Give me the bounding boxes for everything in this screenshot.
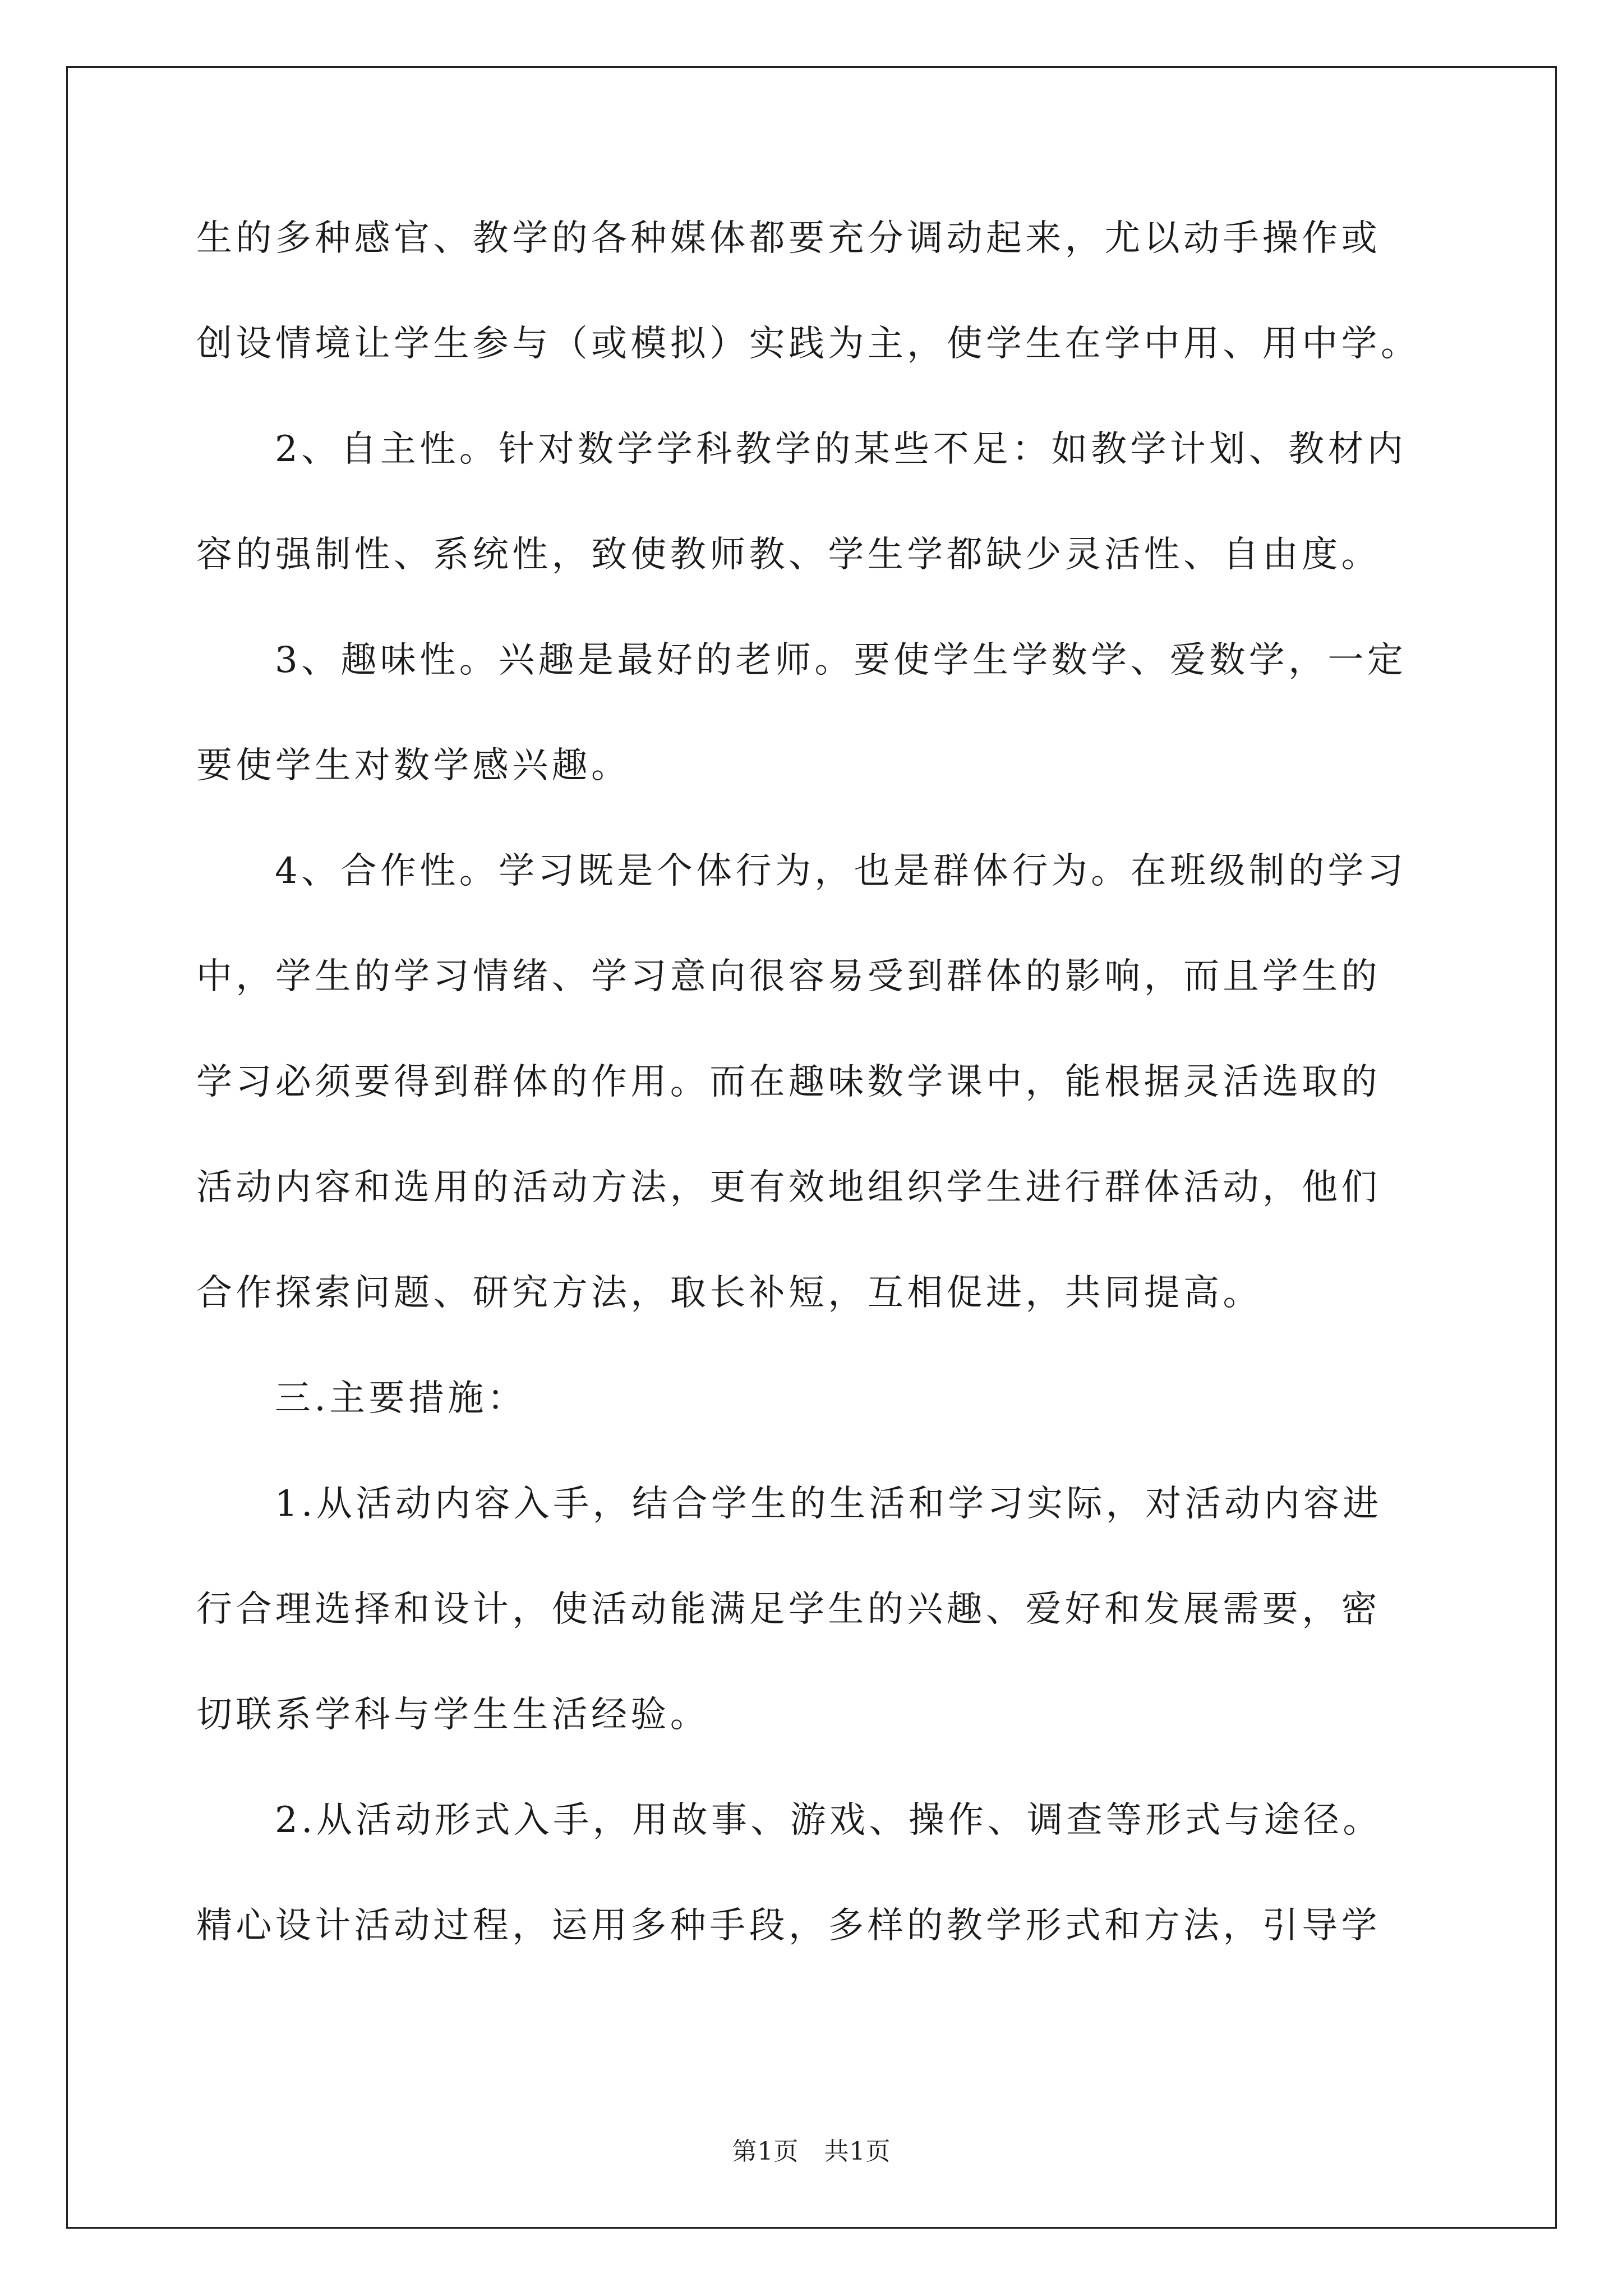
text-line: 要使学生对数学感兴趣。	[196, 745, 631, 786]
text-line: 容的强制性、系统性，致使教师教、学生学都缺少灵活性、自由度。	[196, 534, 1381, 576]
text-line: 合作探索问题、研究方法，取长补短，互相促进，共同提高。	[196, 1272, 1262, 1314]
text-line: 切联系学科与学生生活经验。	[196, 1694, 710, 1736]
text-line: 3、趣味性。兴趣是最好的老师。要使学生学数学、爱数学，一定	[275, 639, 1407, 681]
text-line: 行合理选择和设计，使活动能满足学生的兴趣、爱好和发展需要，密	[196, 1589, 1381, 1630]
text-line: 2、自主性。针对数学学科教学的某些不足：如教学计划、教材内	[275, 429, 1407, 470]
text-line: 创设情境让学生参与（或模拟）实践为主，使学生在学中用、用中学。	[196, 323, 1421, 365]
text-line: 学习必须要得到群体的作用。而在趣味数学课中，能根据灵活选取的	[196, 1061, 1381, 1103]
text-line: 活动内容和选用的活动方法，更有效地组织学生进行群体活动，他们	[196, 1167, 1381, 1208]
text-line: 1.从活动内容入手，结合学生的生活和学习实际，对活动内容进	[275, 1483, 1382, 1525]
text-line: 中，学生的学习情绪、学习意向很容易受到群体的影响，而且学生的	[196, 956, 1381, 997]
text-line: 4、合作性。学习既是个体行为，也是群体行为。在班级制的学习	[275, 850, 1407, 892]
text-line: 2.从活动形式入手，用故事、游戏、操作、调查等形式与途径。	[275, 1800, 1382, 1841]
text-line: 精心设计活动过程，运用多种手段，多样的教学形式和方法，引导学	[196, 1905, 1381, 1947]
page-footer: 第1页 共1页	[732, 2137, 891, 2166]
section-heading: 三.主要措施：	[275, 1378, 527, 1419]
text-line: 生的多种感官、教学的各种媒体都要充分调动起来，尤以动手操作或	[196, 218, 1381, 259]
